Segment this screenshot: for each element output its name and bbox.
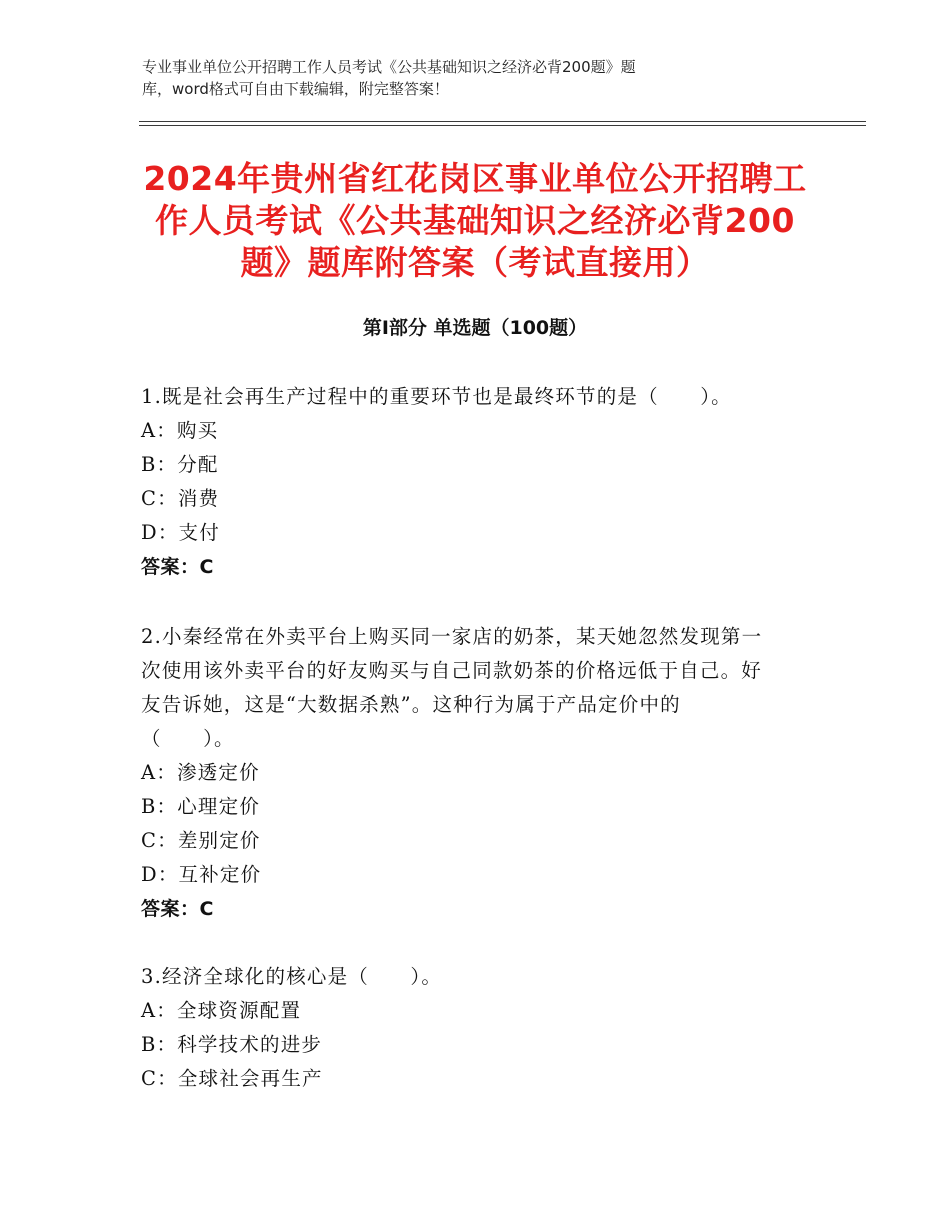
question-3-option-c: C：全球社会再生产 (141, 1067, 323, 1090)
header-note-line-1: 专业事业单位公开招聘工作人员考试《公共基础知识之经济必背200题》题 (142, 58, 636, 76)
question-1-option-d: D：支付 (141, 521, 220, 544)
title-line-1: 2024年贵州省红花岗区事业单位公开招聘工 (143, 159, 807, 198)
document-title (140, 158, 810, 284)
question-2-option-d: D：互补定价 (141, 863, 262, 886)
question-1-option-a: A：购买 (141, 419, 219, 442)
question-2-option-c: C：差别定价 (141, 829, 261, 852)
title-line-2: 作人员考试《公共基础知识之经济必背200 (155, 201, 795, 240)
question-1-option-b: B：分配 (141, 453, 219, 476)
header-rule-bottom (139, 125, 866, 126)
question-3-option-b: B：科学技术的进步 (141, 1033, 323, 1056)
question-2-stem-line-4: （ ）。 (141, 727, 235, 750)
question-2-stem-line-1: 2.小秦经常在外卖平台上购买同一家店的奶茶，某天她忽然发现第一 (141, 625, 763, 648)
question-2-option-a: A：渗透定价 (141, 761, 260, 784)
question-1-option-c: C：消费 (141, 487, 220, 510)
header-rule-top (139, 121, 866, 122)
question-2-answer: 答案：C (141, 898, 214, 920)
header-note-line-2: 库，word格式可自由下载编辑，附完整答案！ (142, 80, 449, 98)
question-2-stem-line-2: 次使用该外卖平台的好友购买与自己同款奶茶的价格远低于自己。好 (141, 659, 763, 682)
question-1-answer: 答案：C (141, 556, 214, 578)
section-title: 第Ⅰ部分 单选题（100题） (362, 317, 588, 339)
question-2-option-b: B：心理定价 (141, 795, 261, 818)
title-line-3: 题》题库附答案（考试直接用） (240, 243, 710, 282)
question-3-option-a: A：全球资源配置 (141, 999, 302, 1022)
question-3-stem: 3.经济全球化的核心是（ ）。 (141, 965, 443, 988)
question-2-stem-line-3: 友告诉她，这是“大数据杀熟”。这种行为属于产品定价中的 (141, 693, 681, 716)
header-note (142, 56, 782, 100)
question-1-stem: 1.既是社会再生产过程中的重要环节也是最终环节的是（ ）。 (141, 385, 732, 408)
